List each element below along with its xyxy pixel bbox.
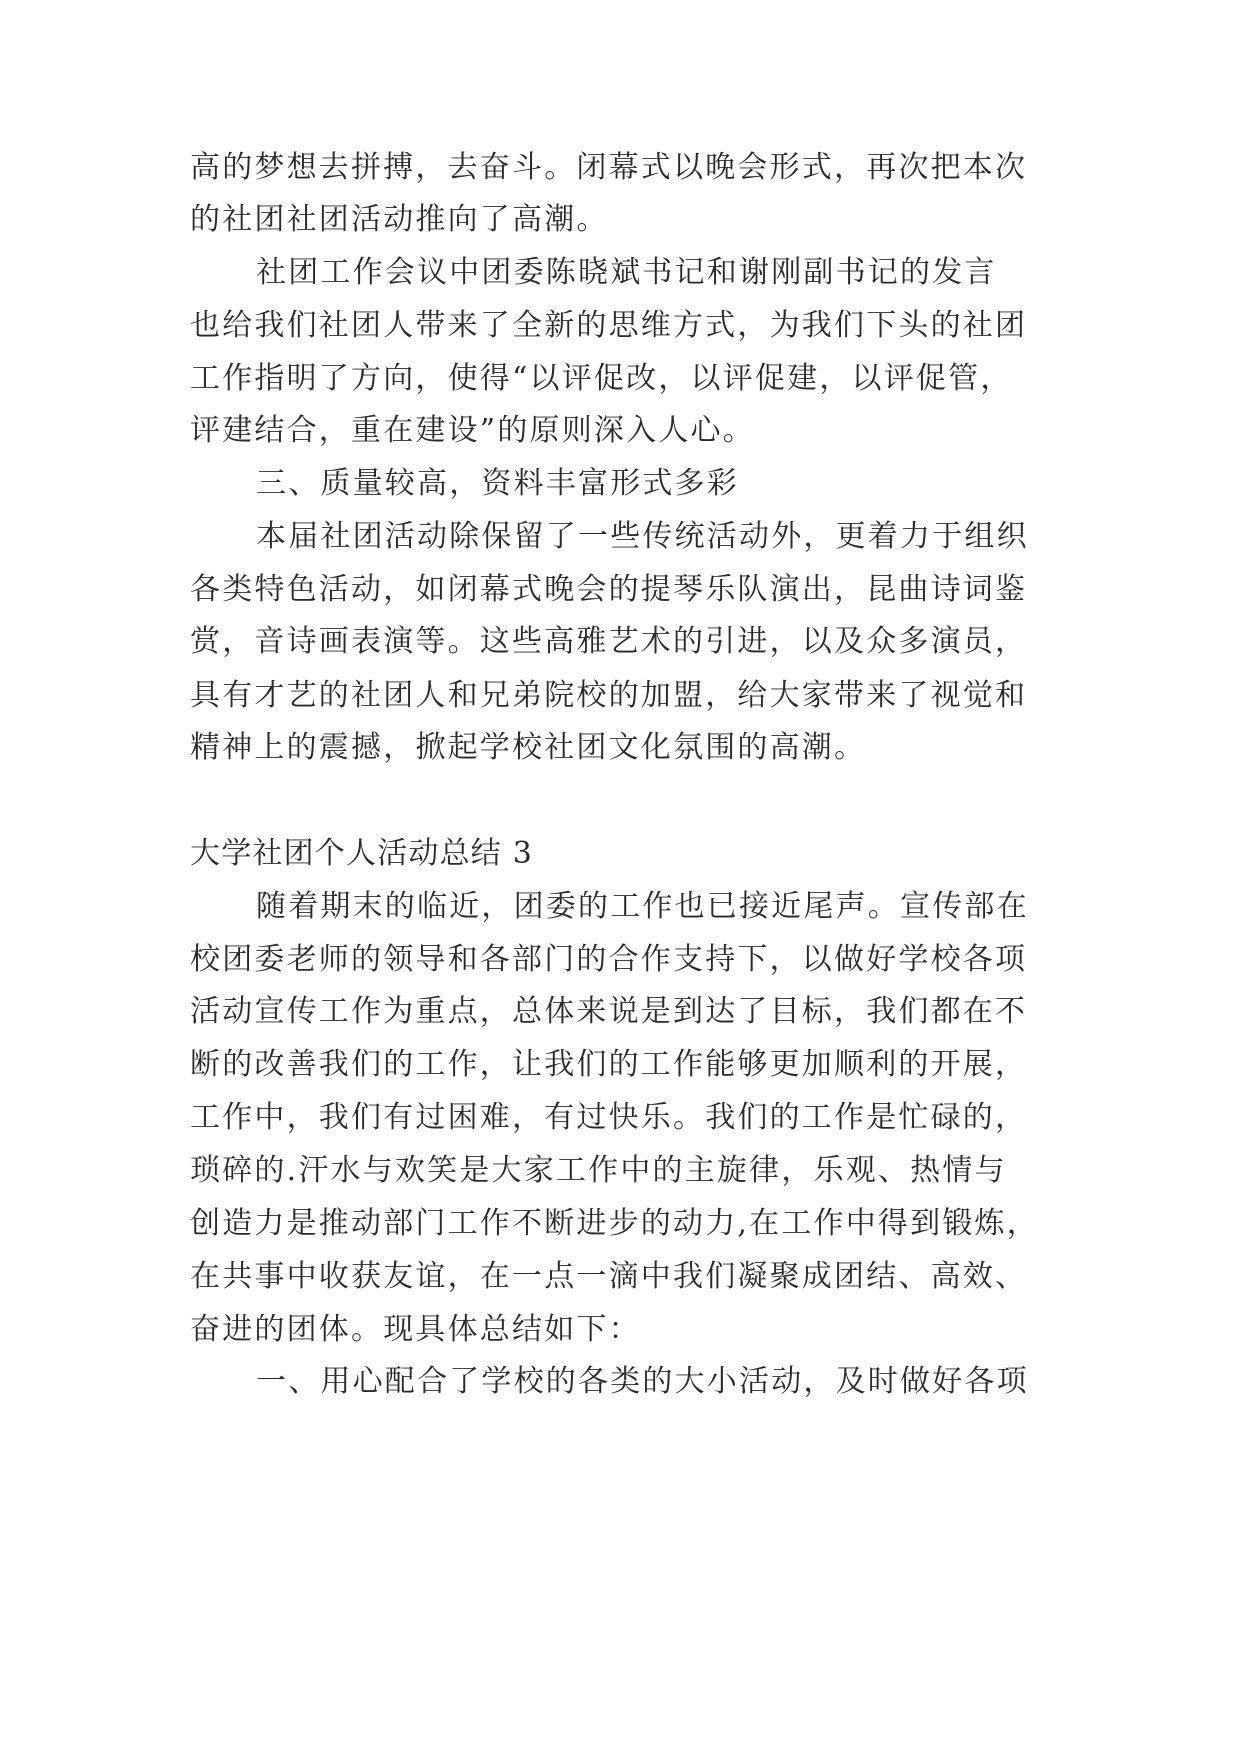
text-line: 也给我们社团人带来了全新的思维方式，为我们下头的社团 (190, 308, 1028, 343)
text-line: 在共事中收获友谊，在一点一滴中我们凝聚成团结、高效、 (190, 1259, 1028, 1294)
subheading: 三、质量较高，资料丰富形式多彩 (256, 466, 739, 501)
text-line: 工作指明了方向，使得“以评促改，以评促建，以评促管， (190, 361, 1013, 396)
text-line: 赏，音诗画表演等。这些高雅艺术的引进，以及众多演员， (190, 624, 1028, 659)
text-line: 随着期末的临近，团委的工作也已接近尾声。宣传部在 (256, 889, 1029, 924)
text-line: 一、用心配合了学校的各类的大小活动，及时做好各项 (256, 1364, 1029, 1399)
text-line: 琐碎的.汗水与欢笑是大家工作中的主旋律，乐观、热情与 (190, 1153, 1007, 1188)
text-line: 具有才艺的社团人和兄弟院校的加盟，给大家带来了视觉和 (190, 678, 1028, 713)
text-line: 创造力是推动部门工作不断进步的动力,在工作中得到锻炼， (190, 1206, 1039, 1241)
text-line: 的社团社团活动推向了高潮。 (190, 202, 609, 237)
text-line: 各类特色活动，如闭幕式晚会的提琴乐队演出，昆曲诗词鉴 (190, 572, 1028, 607)
text-line: 社团工作会议中团委陈晓斌书记和谢刚副书记的发言 (256, 255, 997, 290)
text-line: 校团委老师的领导和各部门的合作支持下，以做好学校各项 (190, 942, 1028, 977)
text-line: 本届社团活动除保留了一些传统活动外，更着力于组织 (256, 519, 1029, 554)
text-line: 高的梦想去拼搏，去奋斗。闭幕式以晚会形式，再次把本次 (190, 150, 1028, 185)
text-line: 工作中，我们有过困难，有过快乐。我们的工作是忙碌的， (190, 1100, 1028, 1135)
text-line: 奋进的团体。现具体总结如下： (190, 1312, 641, 1347)
text-line: 评建结合，重在建设”的原则深入人心。 (190, 413, 755, 448)
text-line: 精神上的震撼，掀起学校社团文化氛围的高潮。 (190, 730, 867, 765)
text-line: 活动宣传工作为重点，总体来说是到达了目标，我们都在不 (190, 994, 1028, 1029)
section-title: 大学社团个人活动总结 3 (190, 836, 534, 871)
text-line: 断的改善我们的工作，让我们的工作能够更加顺利的开展， (190, 1047, 1028, 1082)
